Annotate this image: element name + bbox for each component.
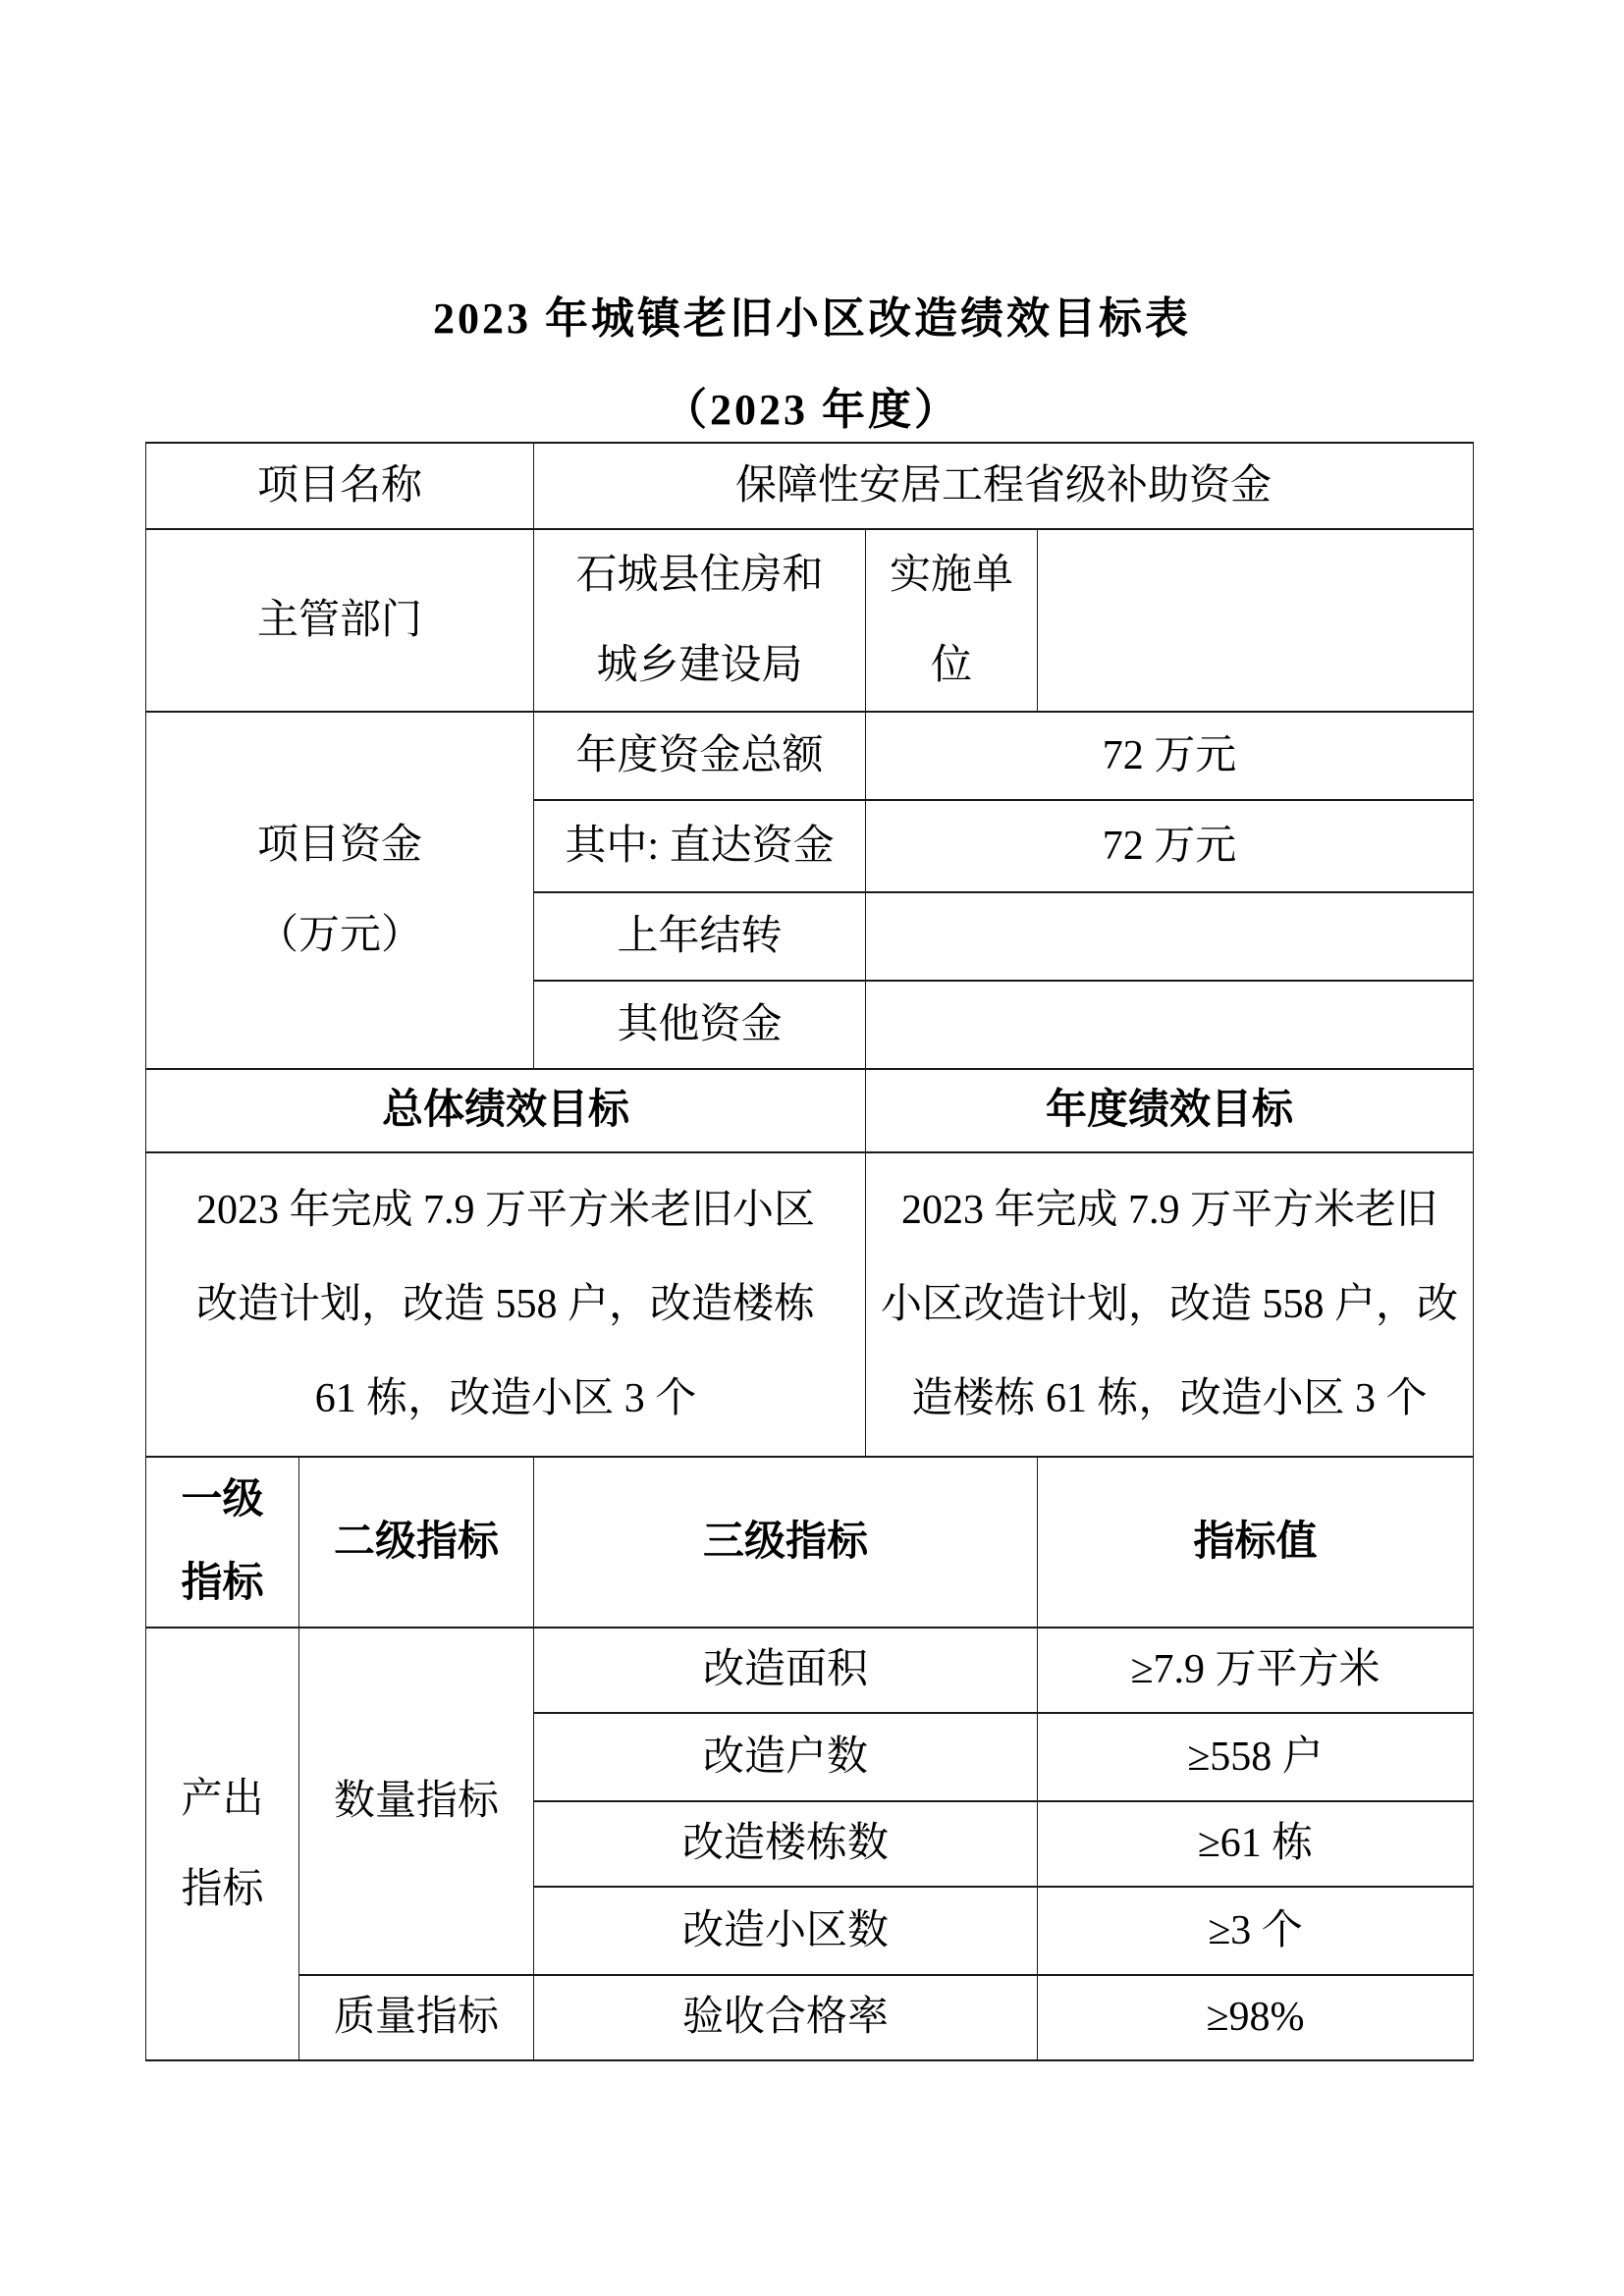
cell-header-level2: 二级指标 [299, 1457, 534, 1628]
cell-level1-output [146, 1628, 299, 2060]
annual-goal-line2: 小区改造计划，改造 558 户，改 [881, 1282, 1459, 1327]
cell-annual-goal-text [866, 1152, 1474, 1457]
row-indicator-headers [146, 1457, 1474, 1628]
cell-funds-total-value: 72 万元 [866, 712, 1474, 800]
annual-goal-line3: 造楼栋 61 栋，改造小区 3 个 [911, 1376, 1428, 1421]
cell-indicator-communities-value: ≥3 个 [1038, 1887, 1474, 1975]
cell-project-name-value: 保障性安居工程省级补助资金 [534, 443, 1474, 529]
cell-indicator-area-name: 改造面积 [534, 1628, 1038, 1713]
cell-indicator-households-name: 改造户数 [534, 1713, 1038, 1801]
row-funds-total [146, 712, 1474, 800]
cell-annual-goal-header: 年度绩效目标 [866, 1069, 1474, 1152]
cell-header-value: 指标值 [1038, 1457, 1474, 1628]
header-level1-line2: 指标 [181, 1561, 264, 1606]
impl-unit-label-line2: 位 [931, 643, 973, 688]
document-title: 2023 年城镇老旧小区改造绩效目标表 [433, 294, 1191, 343]
cell-indicator-buildings-name: 改造楼栋数 [534, 1801, 1038, 1887]
cell-funds-total-label: 年度资金总额 [534, 712, 866, 800]
performance-target-table [145, 442, 1474, 2061]
cell-header-level1 [146, 1457, 299, 1628]
row-indicator-quality [146, 1975, 1474, 2060]
cell-funds-carryover-label: 上年结转 [534, 892, 866, 981]
annual-goal-line1: 2023 年完成 7.9 万平方米老旧 [901, 1188, 1438, 1233]
department-value-line2: 城乡建设局 [596, 643, 803, 688]
cell-department-label: 主管部门 [146, 529, 534, 712]
row-department [146, 529, 1474, 712]
impl-unit-label-line1: 实施单 [890, 553, 1014, 598]
cell-overall-goal-text [146, 1152, 866, 1457]
cell-funds-carryover-value [866, 892, 1474, 981]
cell-funds-direct-label: 其中: 直达资金 [534, 800, 866, 892]
cell-funds-direct-value: 72 万元 [866, 800, 1474, 892]
overall-goal-line1: 2023 年完成 7.9 万平方米老旧小区 [196, 1188, 816, 1233]
level1-output-line1: 产出 [181, 1776, 264, 1822]
overall-goal-line2: 改造计划，改造 558 户，改造楼栋 [196, 1282, 816, 1327]
cell-indicator-communities-name: 改造小区数 [534, 1887, 1038, 1975]
funds-label-line1: 项目资金 [257, 823, 423, 868]
funds-label-line2: （万元） [257, 913, 423, 958]
cell-header-level3: 三级指标 [534, 1457, 1038, 1628]
cell-impl-unit-value [1038, 529, 1474, 712]
cell-funds-other-value [866, 981, 1474, 1069]
department-value-line1: 石城县住房和 [575, 553, 824, 598]
cell-level2-quality: 质量指标 [299, 1975, 534, 2060]
row-indicator-area [146, 1628, 1474, 1713]
level1-output-line2: 指标 [181, 1866, 264, 1912]
header-level1-line1: 一级 [181, 1477, 264, 1522]
cell-indicator-acceptance-name: 验收合格率 [534, 1975, 1038, 2060]
cell-overall-goal-header: 总体绩效目标 [146, 1069, 866, 1152]
cell-funds-label [146, 712, 534, 1069]
cell-indicator-households-value: ≥558 户 [1038, 1713, 1474, 1801]
row-goal-headers [146, 1069, 1474, 1152]
overall-goal-line3: 61 栋，改造小区 3 个 [314, 1376, 697, 1421]
row-goal-texts [146, 1152, 1474, 1457]
row-project-name [146, 443, 1474, 529]
cell-indicator-area-value: ≥7.9 万平方米 [1038, 1628, 1474, 1713]
cell-level2-quantity: 数量指标 [299, 1628, 534, 1975]
cell-impl-unit-label [866, 529, 1038, 712]
cell-indicator-acceptance-value: ≥98% [1038, 1975, 1474, 2060]
cell-department-value [534, 529, 866, 712]
cell-indicator-buildings-value: ≥61 栋 [1038, 1801, 1474, 1887]
cell-project-name-label: 项目名称 [146, 443, 534, 529]
document-subtitle: （2023 年度） [664, 386, 960, 434]
cell-funds-other-label: 其他资金 [534, 981, 866, 1069]
